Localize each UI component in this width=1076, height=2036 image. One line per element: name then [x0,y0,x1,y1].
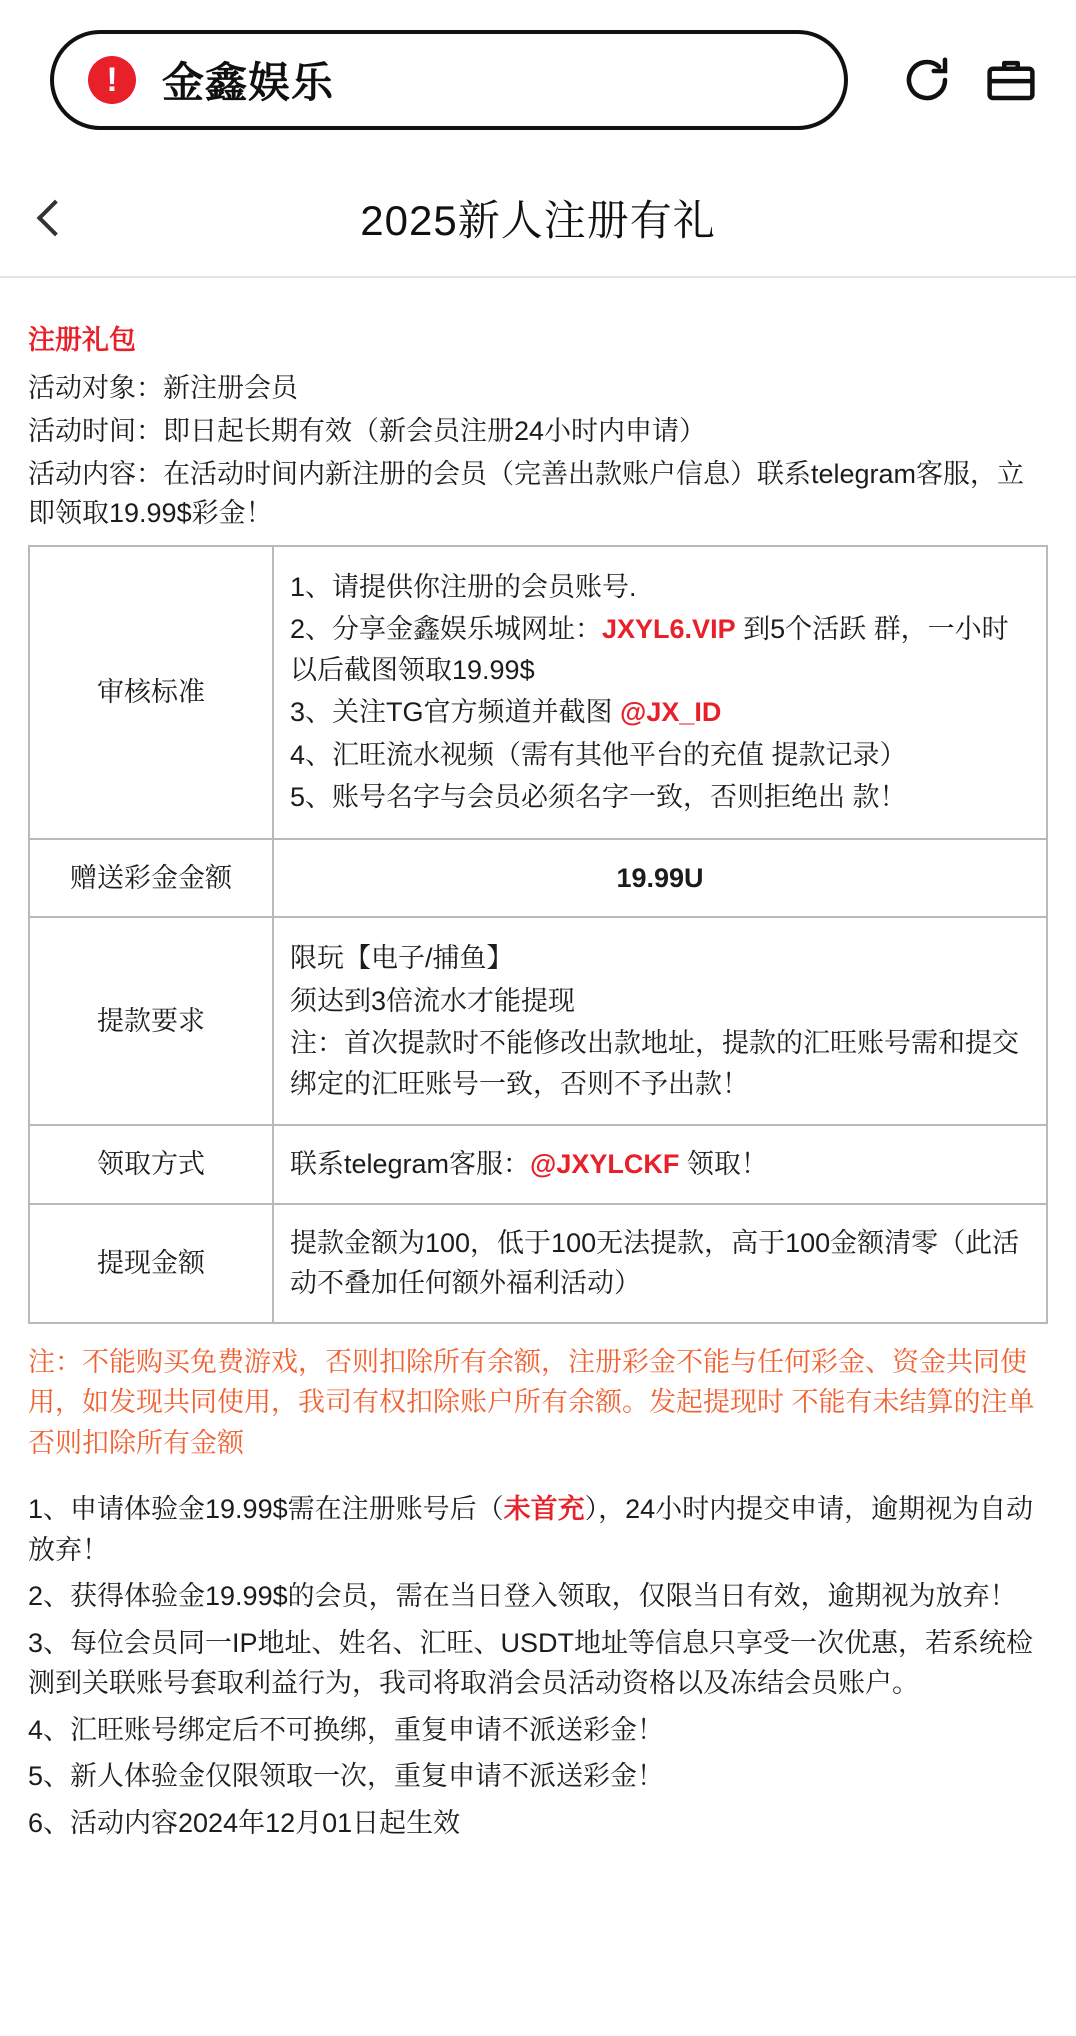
review-line-4: 4、汇旺流水视频（需有其他平台的充值 提款记录） [290,739,907,770]
row-body-bonus: 19.99U [273,839,1047,918]
term-item-2: 2、获得体验金19.99$的会员，需在当日登入领取，仅限当日有效，逾期视为放弃！ [28,1581,1017,1611]
terms-list [28,1489,1048,1843]
term1-pre: 1、申请体验金19.99$需在注册账号后（ [28,1494,504,1524]
review-line-3: 3、关注TG官方频道并截图 @JX_ID [290,697,722,727]
claim-contact-highlight: @JXYLCKF [530,1149,680,1179]
back-button[interactable] [0,160,90,276]
exclamation-icon: ! [88,56,136,104]
term-item-3: 3、每位会员同一IP地址、姓名、汇旺、USDT地址等信息只享受一次优惠，若系统检测到关联账号套取利益行为，我司将取消会员活动资格以及冻结会员账户。 [28,1627,1034,1698]
row-body-review [273,546,1047,839]
back-chevron-icon [37,200,74,237]
address-bar-text: 金鑫娱乐 [162,59,335,106]
term-item-4: 4、汇旺账号绑定后不可换绑，重复申请不派送彩金！ [28,1714,665,1745]
toolbox-button[interactable] [976,45,1046,115]
table-row [29,839,1047,918]
rules-table [28,545,1048,1324]
review-line-5: 5、账号名字与会员必须名字一致，否则拒绝出 款！ [290,782,907,812]
toolbox-icon [984,53,1038,107]
tg-channel-highlight: @JX_ID [620,697,722,727]
notice-text: 注：不能购买免费游戏，否则扣除所有余额，注册彩金不能与任何彩金、资金共同使用，如发现共同使用，我司有权扣除账户所有余额。发起提现时 不能有未结算的注单 否则扣除所有金额 [28,1346,1035,1458]
page-title: 2025新人注册有礼 [360,197,716,244]
term1-post: ），24小时内提交申请，逾期视为自动放弃！ [28,1494,1034,1565]
reload-button[interactable] [892,45,962,115]
table-row [29,546,1047,839]
promo-content [0,278,1076,2036]
claim-suffix: 领取！ [686,1149,768,1179]
promo-line-detail: 活动内容：在活动时间内新注册的会员（完善出款账户信息）联系telegram客服，立即领取19.99$彩金！ [28,458,1025,528]
page-header [0,160,1076,278]
address-bar[interactable] [50,30,848,130]
term1-highlight: 未首充 [503,1494,585,1524]
reload-icon [900,53,954,107]
term-item-1 [28,1489,1048,1570]
row-body-withdraw-amount: 提款金额为100，低于100无法提款，高于100金额清零（此活动不叠加任何额外福利活动） [273,1204,1047,1323]
promo-line-time: 活动时间：即日起长期有效（新会员注册24小时内申请） [28,415,707,446]
review-line-2: 2、分享金鑫娱乐城网址：JXYL6.VIP 到5个活跃 群，一小时以后截图领取19.99$ [290,614,1009,685]
table-row [29,1125,1047,1204]
browser-toolbar [0,0,1076,160]
promo-line-target: 活动对象：新注册会员 [28,373,298,403]
withdraw-req-line-3: 注：首次提款时不能修改出款地址，提款的汇旺账号需和提交绑定的汇旺账号一致，否则不予出款！ [290,1028,1019,1099]
review-line-1: 1、请提供你注册的会员账号. [290,571,637,602]
term-item-5: 5、新人体验金仅限领取一次，重复申请不派送彩金！ [28,1761,665,1791]
row-body-claim [273,1125,1047,1204]
site-url-highlight: JXYL6.VIP [602,614,736,644]
row-label-withdraw-amount: 提现金额 [29,1204,273,1323]
table-row [29,1204,1047,1323]
row-label-bonus: 赠送彩金金额 [29,839,273,918]
table-row [29,917,1047,1125]
promo-title: 注册礼包 [28,325,136,355]
row-label-review: 审核标准 [29,546,273,839]
term-item-6: 6、活动内容2024年12月01日起生效 [28,1807,461,1838]
row-body-withdraw-req [273,917,1047,1125]
row-label-withdraw-req: 提款要求 [29,917,273,1125]
row-label-claim: 领取方式 [29,1125,273,1204]
claim-prefix: 联系telegram客服： [290,1149,531,1179]
withdraw-req-line-2: 须达到3倍流水才能提现 [290,985,576,1016]
withdraw-req-line-1: 限玩【电子/捕鱼】 [290,943,514,973]
